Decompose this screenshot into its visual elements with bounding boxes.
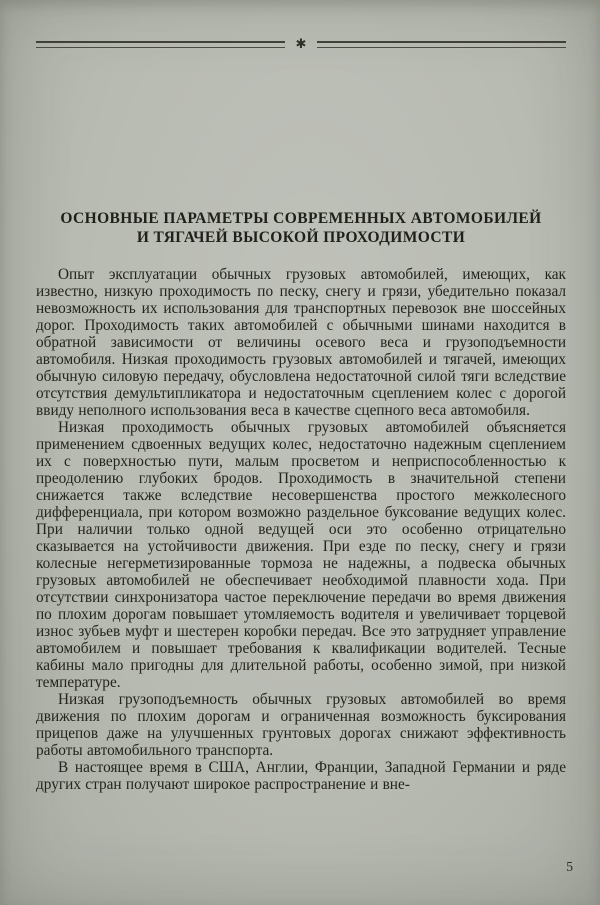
ornament-rule-left <box>36 41 285 48</box>
paragraph: В настоящее время в США, Англии, Франции, Западной Германии и ряде других стран получают широкое распространение и вне- <box>36 759 566 793</box>
body-text <box>36 266 566 793</box>
paragraph: Низкая грузоподъемность обычных грузовых автомобилей во время движения по плохим дорогам и ограниченная возможность буксирования прицепов даже на улучшенных грунтовых дорогах снижают эффективность работы автомобильного транспорта. <box>36 691 566 759</box>
star-ornament-icon: ✱ <box>295 36 307 51</box>
paragraph: Опыт эксплуатации обычных грузовых автомобилей, имеющих, как известно, низкую проходимость по песку, снегу и грязи, убедительно показал невозможность их использования для транспортных перевозок вне шоссейных дорог. Проходимость таких автомобилей с обычными шинами находится в обратной зависимости от величины осевого веса и грузоподъемности автомобиля. Низкая проходимость грузовых автомобилей и тягачей, имеющих обычную силовую передачу, обусловлена недостаточной силой тяги вследствие отсутствия демультипликатора и недостаточным сцеплением колес с дорогой ввиду неполного использования веса в качестве сцепного веса автомобиля. <box>36 266 566 419</box>
ornament-rule-right <box>317 41 566 48</box>
page-number: 5 <box>566 859 573 874</box>
header-ornament <box>36 38 566 51</box>
title-line-2: И ТЯГАЧЕЙ ВЫСОКОЙ ПРОХОДИМОСТИ <box>136 229 466 246</box>
title-line-1: ОСНОВНЫЕ ПАРАМЕТРЫ СОВРЕМЕННЫХ АВТОМОБИЛЕЙ <box>60 210 542 227</box>
paragraph: Низкая проходимость обычных грузовых автомобилей объясняется применением сдвоенных ведущих колес, недостаточно надежным сцеплением их с поверхностью пути, малым просветом и неприспособленностью к преодолению глубоких бродов. Проходимость в значительной степени снижается также вследствие несовершенства простого межколесного дифференциала, при котором возможно раздельное буксование ведущих колес. При наличии только одной ведущей оси это особенно отрицательно сказывается на устойчивости движения. При езде по песку, снегу и грязи колесные негерметизированные тормоза не надежны, а подвеска обычных грузовых автомобилей не обеспечивает необходимой плавности хода. При отсутствии синхронизатора частое переключение передачи во время движения по плохим дорогам повышает утомляемость водителя и увеличивает торцевой износ зубьев муфт и шестерен коробки передач. Все это затрудняет управление автомобилем и повышает требования к квалификации водителей. Тесные кабины мало пригодны для длительной работы, особенно зимой, при низкой температуре. <box>36 419 566 691</box>
page-title <box>36 209 566 247</box>
